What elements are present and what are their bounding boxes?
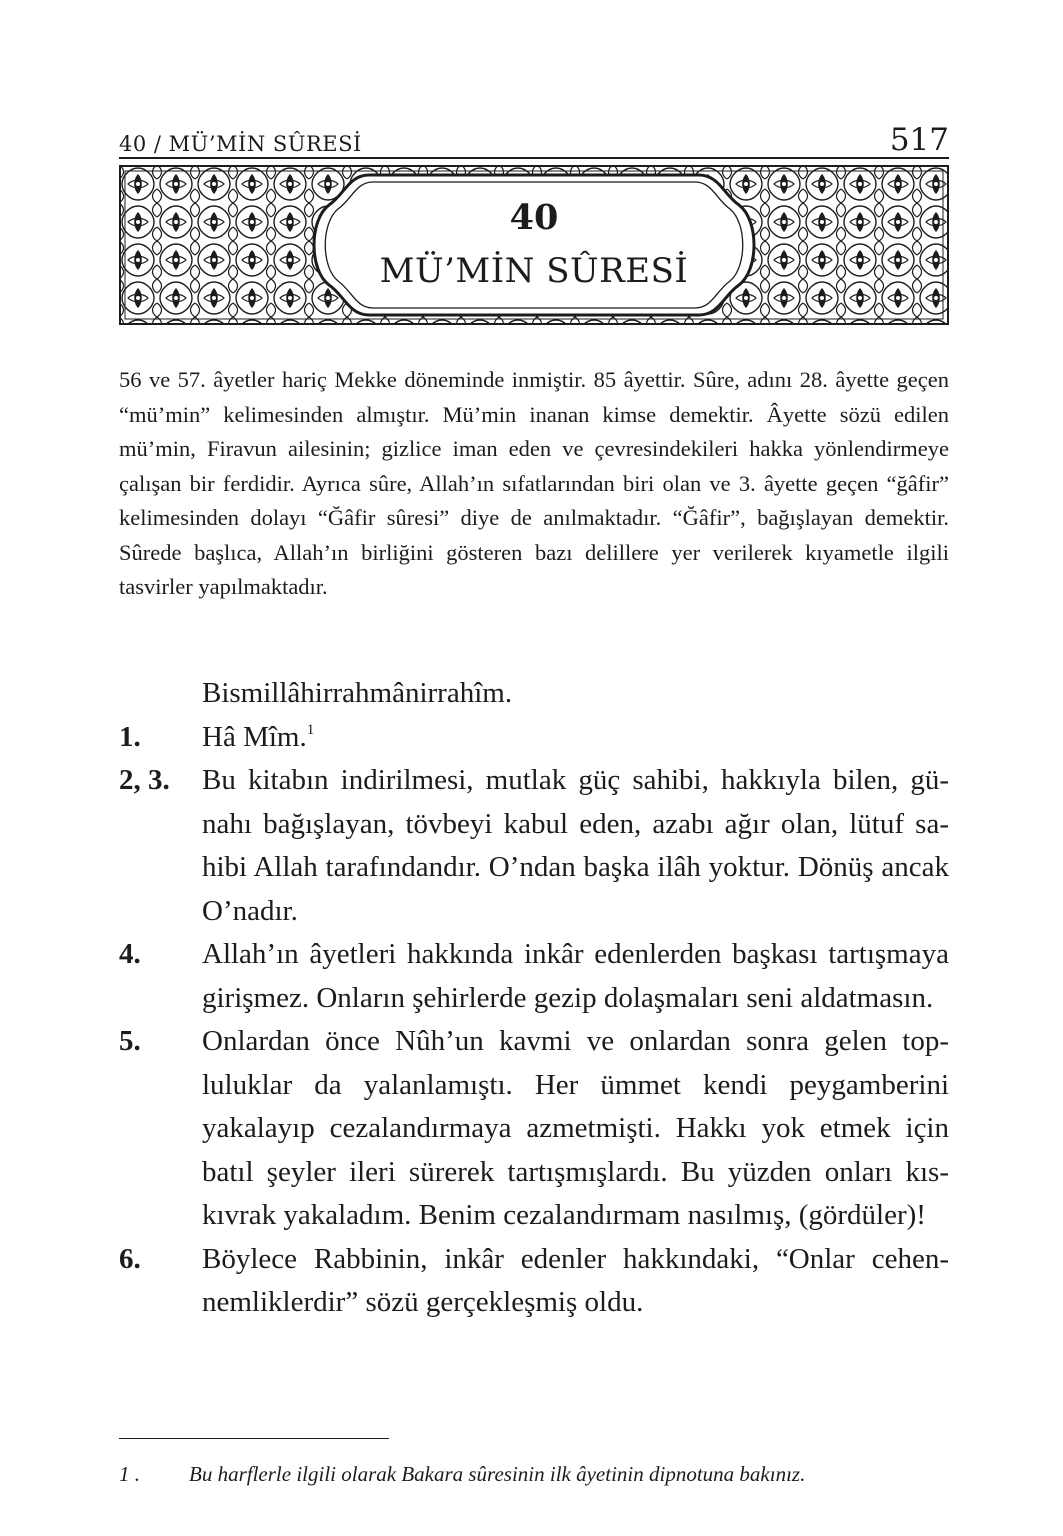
- running-head: [119, 118, 949, 158]
- verse-text: Allah’ın âyetleri hakkında inkâr edenlerden başkası tartışmaya girişmez. Onların şehirlerde gezip dolaşmaları seni aldatmasın.: [202, 938, 949, 1014]
- footnote: [119, 1462, 949, 1492]
- header-rule: [119, 157, 949, 159]
- basmala-text: Bismillâhirrahmânirrahîm.: [202, 677, 513, 709]
- verse-text: Bu kitabın indirilmesi, mutlak güç sahibi, hakkıyla bilen, günahı bağışlayan, tövbeyi kabul eden, azabı ağır olan, lütuf sahibi Allah tarafındandır. O’ndan başka ilâh yoktur. Dönüş ancak O’nadır.: [202, 764, 949, 927]
- basmala: [119, 672, 949, 716]
- verse-1: [119, 716, 949, 760]
- verse-2-3: [119, 759, 949, 933]
- surah-banner: [119, 165, 949, 325]
- surah-title: MÜ’MİN SÛRESİ: [379, 251, 689, 291]
- page-number: 517: [889, 122, 949, 158]
- verse-text: [202, 716, 949, 760]
- verse-number: 2, 3.: [119, 764, 170, 796]
- footnote-ref: 1: [306, 721, 315, 738]
- verse-text: Onlardan önce Nûh’un kavmi ve onlardan sonra gelen topluluklar da yalanlamıştı. Her ümmet kendi peygamberini yakalayıp cezalandırmaya azmetmişti. Hakkı yok etmek için batıl şeyler ileri sürerek tartışmışlardı. Bu yüzden onları kıskıvrak yakaladım. Benim cezalandırmam nasılmış, (gördüler)!: [202, 1025, 949, 1231]
- verse-5: [119, 1020, 949, 1238]
- running-title: 40 / MÜ’MİN SÛRESİ: [119, 132, 362, 156]
- verse-text: Böylece Rabbinin, inkâr edenler hakkındaki, “Onlar cehennemliklerdir” sözü gerçekleşmiş oldu.: [202, 1242, 949, 1318]
- cartouche: [379, 165, 689, 325]
- intro-paragraph: 56 ve 57. âyetler hariç Mekke döneminde inmiştir. 85 âyettir. Sûre, adını 28. âyette geçen “mü’min” kelimesinden almıştır. Mü’min inanan kimse demektir. Âyette sözü edilen mü’min, Firavun ailesinin; gizlice iman eden ve çevresindekileri hakka yönlendirmeye çalışan bir ferdidir. Ayrıca sûre, Allah’ın sıfatlarından biri olan ve 3. âyette geçen “ğâfir” kelimesinden dolayı “Ğâfir sûresi” diye de anılmaktadır. “Ğâfir”, bağışlayan demektir. Sûrede başlıca, Allah’ın birliğini gösteren bazı delillere yer verilerek kıyametle ilgili tasvirler yapılmaktadır.: [119, 367, 949, 599]
- verse-number: 4.: [119, 938, 141, 970]
- footnote-rule: [119, 1438, 389, 1439]
- footnote-number: 1 .: [119, 1462, 140, 1486]
- verse-6: [119, 1238, 949, 1325]
- verse-number: 5.: [119, 1025, 141, 1057]
- verse-1-text: Hâ Mîm.: [202, 720, 307, 753]
- footnote-text: Bu harflerle ilgili olarak Bakara sûresinin ilk âyetinin dipnotuna bakınız.: [189, 1462, 806, 1486]
- verse-number: 6.: [119, 1242, 141, 1275]
- surah-number: 40: [509, 197, 559, 238]
- verses: [119, 672, 949, 1325]
- verse-number: 1.: [119, 720, 141, 753]
- verse-4: [119, 933, 949, 1020]
